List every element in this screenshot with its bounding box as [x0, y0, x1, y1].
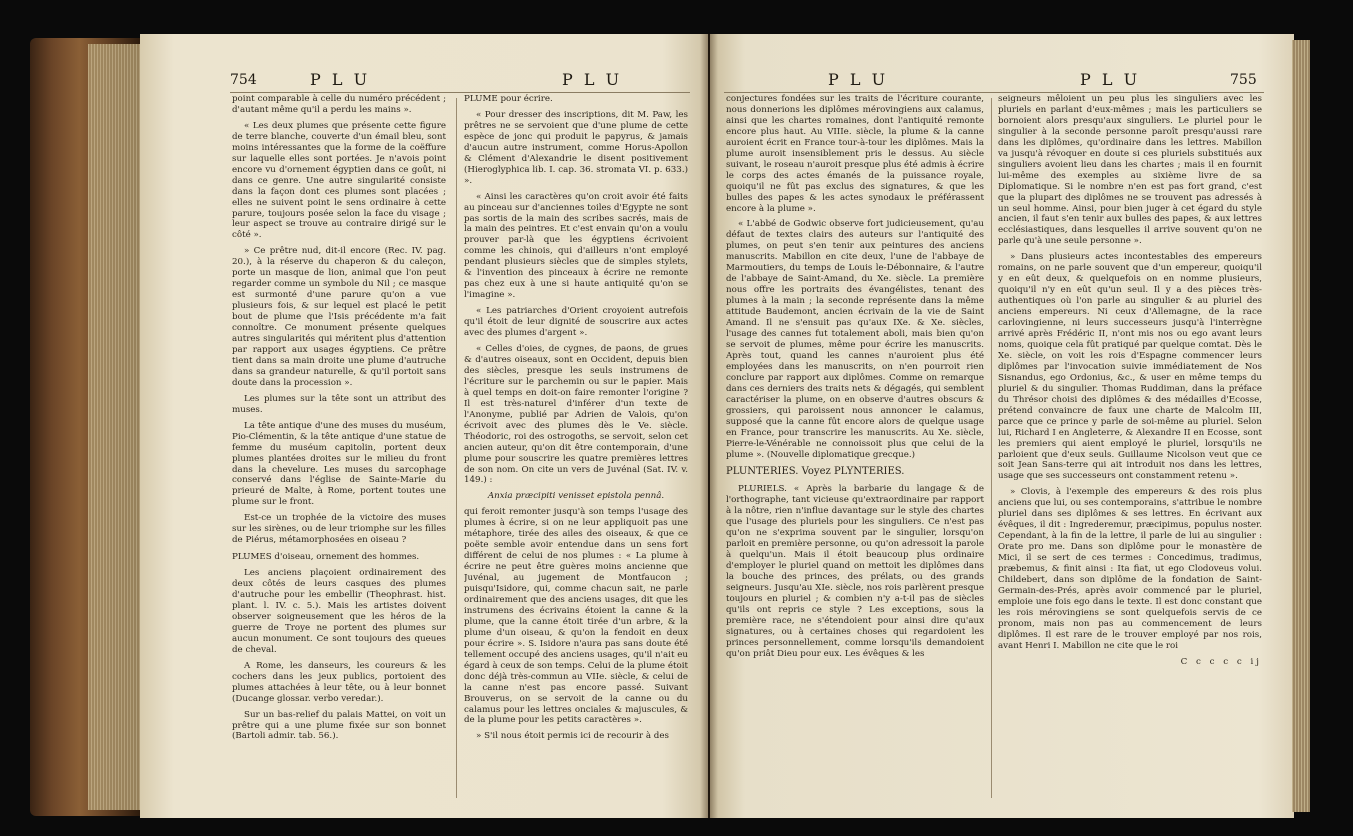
paragraph: » Dans plusieurs actes incontestables des empereurs romains, on ne parle souvent que d'un empereur, quoiqu'il y en eût deux, & quelquefois on en nomme plusieurs, quoiqu'il n'y en eût qu'un seul. Il y a des pièces très-authentiques où l'on parle au singulier & au pluriel des anciens empereurs. Ni ceux d'Allemagne, de la race carlovingienne, ni leurs successeurs jusqu'à l'interrègne arrivé après Frédéric II, n'ont mis nos ou ego avant leurs noms, quoique cela fût pratiqué par quelque comtat. Dès le Xe. siècle, on voit les rois d'Espagne commencer leurs diplômes par l'invocation suivie immédiatement de Nos Sisnandus, ego Ordonius, &c., & user en même temps du pluriel & du singulier. Thomas Ruddiman, dans la préface du Thrésor choisi des diplômes & des médailles d'Ecosse, prétend convaincre de faux une charte de Malcolm III, parce que ce prince y parle de soi-même au pluriel. Selon lui, Richard I en Angleterre, & Alexandre II en Ecosse, sont les premiers qui aient employé le pluriel, lorsqu'ils ne parloient que d'eux seuls. Guillaume Nicolson veut que ce soit Jean Sans-terre qui ait introduit nos dans les lettres, usage que ses successeurs ont constamment retenu ».: [998, 252, 1262, 482]
book-gutter: [700, 34, 718, 818]
paragraph: « Celles d'oies, de cygnes, de paons, de grues & d'autres oiseaux, sont en Occident, depuis bien des siècles, presque les seuls instrumens de l'écriture sur le parchemin ou sur le papier. Mais à quel temps en doit-on faire remonter l'origine ? Il est très-naturel d'inférer d'un texte de l'Anonyme, publié par Adrien de Valois, qu'on écrivoit avec des plumes dès le Ve. siècle. Théodoric, roi des ostrogoths, se servoit, selon cet ancien auteur, qu'on dit être contemporain, d'une plume pour souscrire les quatre premières lettres de son nom. On cite un vers de Juvénal (Sat. IV. v. 149.) :: [464, 344, 688, 486]
paragraph: Les plumes sur la tête sont un attribut des muses.: [232, 393, 446, 415]
text-column-3: [726, 94, 984, 806]
header-rule: [724, 92, 1264, 93]
entry-heading: PLUNTERIES. Voyez PLYNTERIES.: [726, 466, 905, 478]
paragraph: Sur un bas-relief du palais Mattei, on voit un prêtre qui a une plume fixée sur son bonnet (Bartoli admir. tab. 56.).: [232, 709, 446, 742]
column-divider: [991, 98, 992, 798]
left-page: [140, 34, 708, 818]
signature-mark: C c c c c ij: [1180, 656, 1262, 667]
paragraph: Les anciens plaçoient ordinairement des deux côtés de leurs casques des plumes d'autruche pour les embellir (Theophrast. hist. plant. l. IV. c. 5.). Mais les artistes doivent observer soigneusement que les héros de la guerre de Troye ne portent des plumes sur aucun monument. Ce sont toujours des queues de cheval.: [232, 568, 446, 655]
text-column-2: [464, 94, 688, 806]
page-number: 755: [1230, 72, 1257, 88]
header-rule: [230, 92, 690, 93]
paragraph: seigneurs mêloient un peu plus les singuliers avec les pluriels en parlant d'eux-mêmes ; mais les particuliers se bornoient alors presqu'aux singuliers. Le pluriel pour le singulier à la seconde personne paroît presqu'aussi rare dans les diplômes, qu'ordinaire dans les lettres. Mabillon va jusqu'à révoquer en doute si ces pluriels substitués aux singuliers avoient lieu dans les chartes ; mais il en fournit lui-même des exemples au sixième livre de sa Diplomatique. Si le nombre n'en est pas fort grand, c'est que la plupart des diplômes ne se trouvent pas adressés à un seul homme. Ainsi, pour bien juger à cet égard du style ancien, il faut s'en tenir aux bulles des papes, & aux lettres ecclésiastiques, dans lesquelles il arrive souvent qu'on ne parle qu'à une seule personne ».: [998, 94, 1262, 247]
entry-heading: PLUMES d'oiseau, ornement des hommes.: [232, 552, 420, 563]
paragraph: point comparable à celle du numéro précédent ; d'autant même qu'il a perdu les mains ».: [232, 94, 446, 115]
right-page: [710, 34, 1294, 818]
paragraph: PLURIELS. « Après la barbarie du langage & de l'orthographe, tant vicieuse qu'extraordinaire par rapport à la nôtre, rien n'influe davantage sur le style des chartes que l'usage des pluriels pour les singuliers. Ce n'est pas qu'on ne s'exprima souvent par le singulier, lorsqu'on parloit en première personne, ou qu'on adressoit la parole à quelqu'un. Mais il étoit beaucoup plus ordinaire d'employer le pluriel quand on mettoit les diplômes dans la bouche des princes, des prélats, ou des grands seigneurs. Jusqu'au XIe. siècle, nos rois parlèrent presque toujours en pluriel ; & combien n'y a-t-il pas de siècles qu'ils ont repris ce style ? Les exceptions, sous la première race, ne s'étendoient pour ainsi dire qu'aux signatures, ou à certaines choses qui regardoient les princes personnellement, comme lorsqu'ils demandoient qu'on priât Dieu pour eux. Les évêques & les: [726, 484, 984, 659]
paragraph: La tête antique d'une des muses du muséum, Pio-Clémentin, & la tête antique d'une statue de femme du muséum capitolin, portent deux plumes plantées droites sur le milieu du front dans la chevelure. Les muses du sarcophage conservé dans l'église de Sainte-Marie du prieuré de Malte, à Rome, portent toutes une plume sur le front.: [232, 420, 446, 508]
running-head-left: P L U: [828, 70, 889, 89]
paragraph: » Clovis, à l'exemple des empereurs & des rois plus anciens que lui, ou ses contemporains, s'attribue le nombre pluriel dans ses diplômes & ses lettres. En écrivant aux évêques, il dit : Ingrederemur, præcipimus, populus noster. Cependant, à la fin de la lettre, il parle de lui au singulier : Orate pro me. Dans son diplôme pour le monastère de Mici, il se sert de ces termes : Concedimus, tradimus, præbemus, & finit ainsi : Ita fiat, ut ego Clodoveus volui. Childebert, dans son diplôme de la fondation de Saint-Germain-des-Prés, après avoir commencé par le pluriel, emploie une fois ego dans le texte. Il est donc constant que les rois mérovingiens se sont quelquefois servis de ce pronom, mais non pas au commencement de leurs diplômes. Il est rare de le trouver employé par nos rois, avant Henri I. Mabillon ne cite que le roi: [998, 487, 1262, 651]
entry-heading: PLUME pour écrire.: [464, 94, 553, 104]
page-number: 754: [230, 72, 257, 88]
paragraph: » Ce prêtre nud, dit-il encore (Rec. IV. pag. 20.), à la réserve du chaperon & du caleçon, porte un masque de lion, animal que l'on peut regarder comme un symbole du Nil ; ce masque est surmonté d'une parure qu'on a vue plusieurs fois, & sur lequel est placé le petit bout de plume que l'Isis précédente m'a fait connoître. Ce monument présente quelques autres singularités qui méritent plus d'attention par rapport aux usages égyptiens. Ce prêtre tient dans sa main droite une plume d'autruche dans sa grandeur naturelle, & qu'il portoit sans doute dans la procession ».: [232, 246, 446, 388]
paragraph: conjectures fondées sur les traits de l'écriture courante, nous donnerions les diplômes mérovingiens aux calamus, ainsi que les chartes romaines, dont l'antiquité remonte encore plus haut. Au VIIIe. siècle, la plume & la canne auroient écrit en France tour-à-tour les diplômes. Mais la plume auroit insensiblement pris le dessus. Au siècle suivant, le roseau n'auroit presque plus été admis à écrire le corps des actes émanés de la puissance royale, quoiqu'il ne fût pas exclus des signatures, & que les bulles des papes & les actes synodaux le préférassent encore à la plume ».: [726, 94, 984, 214]
paragraph: » S'il nous étoit permis ici de recourir à des: [476, 731, 669, 742]
verse-quote: Anxia præcipiti venisset epistola pennâ.: [487, 491, 665, 502]
page-edges-right: [1292, 40, 1310, 812]
column-divider: [456, 98, 457, 798]
running-head-right: P L U: [562, 70, 623, 89]
text-column-1: [232, 94, 446, 806]
paragraph: Est-ce un trophée de la victoire des muses sur les sirènes, ou de leur triomphe sur les filles de Piérus, métamorphosées en oiseau ?: [232, 513, 446, 546]
page-edges-left: [88, 44, 144, 810]
running-head-right: P L U: [1080, 70, 1141, 89]
paragraph: « Pour dresser des inscriptions, dit M. Paw, les prêtres ne se servoient que d'une plume de cette espèce de jonc qui produit le papyrus, & jamais d'aucun autre instrument, comme Horus-Apollon & Clément d'Alexandrie le disent positivement (Hieroglyphica lib. I. cap. 36. stromata VI. p. 633.) ».: [464, 109, 688, 186]
running-head-left: P L U: [310, 70, 371, 89]
paragraph: qui feroit remonter jusqu'à son temps l'usage des plumes à écrire, si on ne leur appliquoit pas une métaphore, tirée des ailes des oiseaux, & que ce poëte semble avoir entendue dans un sens fort différent de celui de nos plumes : « La plume à écrire ne peut être guères moins ancienne que Juvénal, au jugement de Montfaucon ; puisqu'Isidore, qui, comme chacun sait, ne parle ordinairement que des anciens usages, dit que les instrumens des écrivains étoient la canne & la plume, que la canne étoit tirée d'un arbre, & la plume d'un oiseau, & qu'on la fendoit en deux pour écrire ». S. Isidore n'aura pas sans doute été tellement occupé des anciens usages, qu'il n'ait eu égard à ceux de son temps. Celui de la plume étoit donc déjà très-commun au VIIe. siècle, & celui de la canne n'est pas encore passé. Suivant Brouverus, on se servoit de la canne ou du calamus pour les lettres onciales & majuscules, & de la plume pour les petits caractères ».: [464, 507, 688, 726]
paragraph: « Les patriarches d'Orient croyoient autrefois qu'il étoit de leur dignité de souscrire aux actes avec des plumes d'argent ».: [464, 306, 688, 339]
paragraph: « Ainsi les caractères qu'on croit avoir été faits au pinceau sur d'anciennes toiles d'Egypte ne sont pas sortis de la main des scribes sacrés, mais de la main des peintres. Et c'est envain qu'on a voulu prouver par-là que les égyptiens écrivoient comme les chinois, qui d'ailleurs n'ont employé pendant plusieurs siècles que de simples stylets, & l'invention des pinceaux à écrire ne remonte pas chez eux à une si haute antiquité qu'on se l'imagine ».: [464, 191, 688, 301]
text-column-4: [998, 94, 1262, 806]
paragraph: « L'abbé de Godwic observe fort judicieusement, qu'au défaut de textes clairs des auteurs sur l'antiquité des plumes, on peut s'en tenir aux peintures des anciens manuscrits. Mabillon en cite deux, l'une de l'abbaye de Marmoutiers, du temps de Louis le-Débonnaire, & l'autre de l'abbaye de Saint-Amand, du Xe. siècle. La première nous offre les portraits des évangélistes, tenant des plumes à la main ; la seconde représente dans la même attitude Baudemont, ancien écrivain de la vie de Saint Amand. Il ne s'ensuit pas qu'aux IXe. & Xe. siècles, l'usage des cannes fut totalement aboli, mais bien qu'on se servoit de plumes, même pour écrire les manuscrits. Après tout, quand les cannes n'auroient plus été employées dans les manuscrits, on n'en pourroit rien conclure par rapport aux diplômes. Comme on remarque dans ces derniers des traits nets & dégagés, qui semblent caractériser la plume, on en observe d'autres obscurs & grossiers, qui paroissent nous annoncer le calamus, supposé que la canne fût encore alors de quelque usage en France, pour transcrire les manuscrits. Au Xe. siècle, Pierre-le-Vénérable ne connoissoit plus que celui de la plume ». (Nouvelle diplomatique grecque.): [726, 219, 984, 460]
paragraph: A Rome, les danseurs, les coureurs & les cochers dans les jeux publics, portoient des plumes attachées à leur tête, ou à leur bonnet (Ducange glossar. verbo veredar.).: [232, 660, 446, 704]
paragraph: « Les deux plumes que présente cette figure de terre blanche, couverte d'un émail bleu, sont moins intéressantes que la forme de la coëffure sur laquelle elles sont portées. Je n'avois point encore vu d'ornement égyptien dans ce goût, ni dans ce genre. Une autre singularité consiste dans la façon dont ces plumes sont placées ; elles ne suivent point le sens ordinaire à cette parure, toujours posée selon la face du visage ; leur aspect se trouve au contraire dirigé sur le côté ».: [232, 120, 446, 241]
